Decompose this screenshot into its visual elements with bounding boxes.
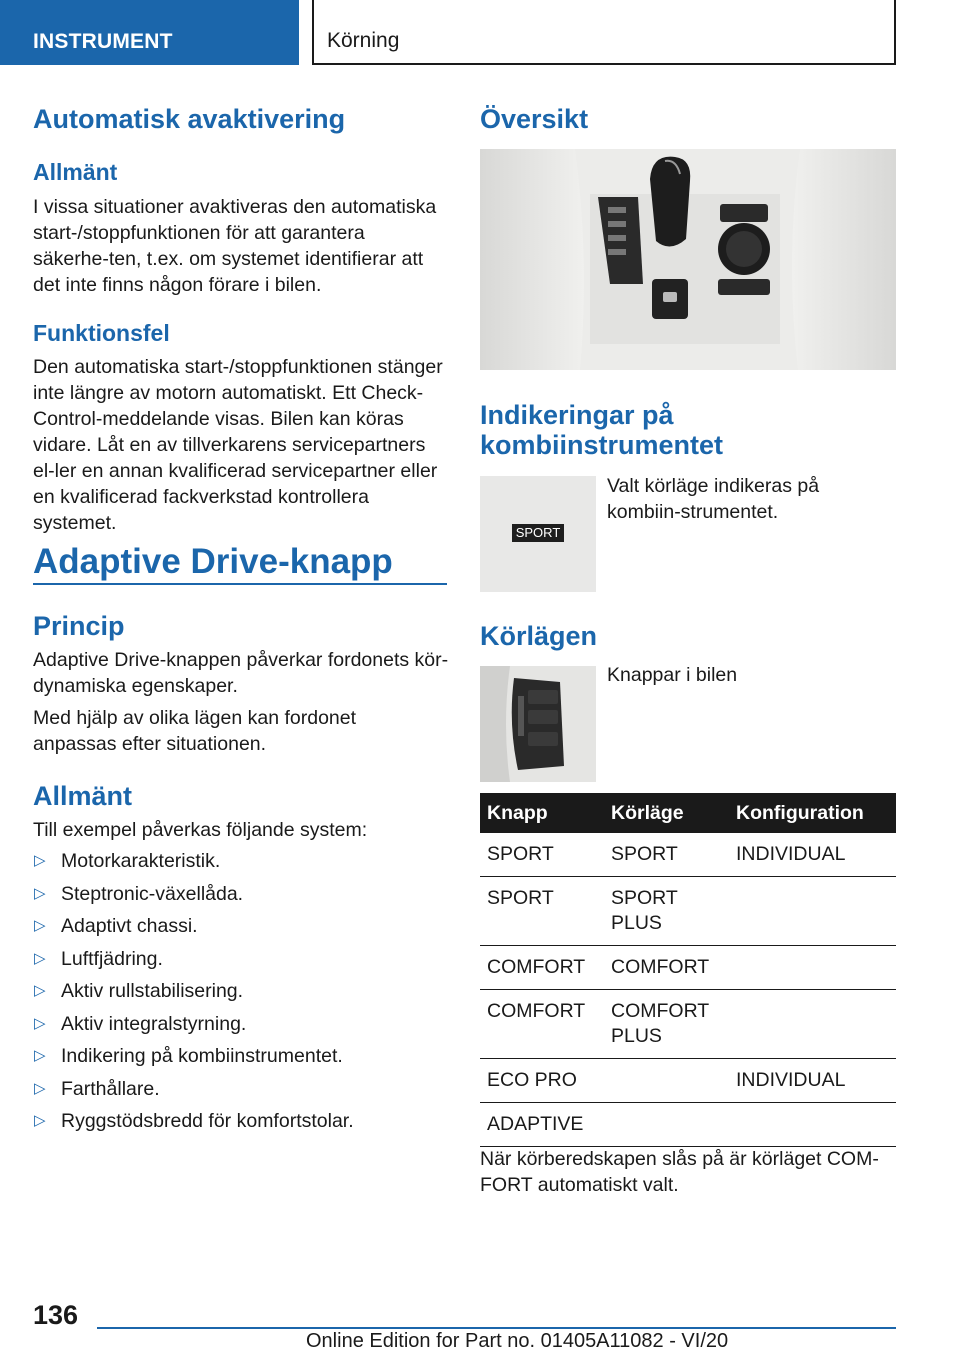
table-cell (729, 990, 896, 1059)
table-cell: COMFORT (480, 946, 604, 990)
table-row (480, 877, 896, 946)
table-cell: COMFORT (480, 990, 604, 1059)
triangle-right-outline-icon: ▷ (34, 1079, 46, 1097)
heading-funktionsfel: Funktionsfel (33, 320, 170, 346)
triangle-right-outline-icon: ▷ (34, 884, 46, 902)
heading-korlagen: Körlägen (480, 621, 598, 651)
sport-badge: SPORT (512, 524, 564, 542)
paragraph-princip-2: Med hjälp av olika lägen kan fordonet anpassas efter situationen. (33, 707, 357, 755)
column-header-konfiguration: Konfiguration (729, 793, 896, 833)
heading-automatisk-avaktivering: Automatisk avaktivering (33, 104, 346, 134)
table-cell: INDIVIDUAL (729, 833, 896, 877)
list-item: ▷ Ryggstödsbredd för komfortstolar. (34, 1110, 354, 1132)
list-item: ▷ Farthållare. (34, 1077, 160, 1100)
heading-oversikt: Översikt (480, 104, 589, 134)
triangle-right-outline-icon: ▷ (34, 852, 46, 869)
list-item: ▷ Luftfjädring. (34, 947, 163, 970)
edition-text: Online Edition for Part no. 01405A11082 - VI/20 (306, 1330, 729, 1352)
table-cell: SPORT PLUS (604, 877, 729, 946)
page-number: 136 (33, 1300, 79, 1330)
table-cell: COMFORT PLUS (604, 990, 729, 1059)
system-list (33, 850, 453, 1143)
column-header-knapp: Knapp (480, 793, 604, 833)
sport-indicator-image (480, 476, 596, 592)
list-item: ▷ Adaptivt chassi. (34, 915, 198, 937)
table-row (480, 1059, 896, 1103)
heading-allmant: Allmänt (33, 159, 118, 185)
table-cell: SPORT (480, 877, 604, 946)
table-row (480, 946, 896, 990)
heading-adaptive-drive-knapp: Adaptive Drive-knapp (33, 542, 393, 581)
paragraph-allmant: I vissa situationer avaktiveras den automatiska start-/stoppfunktionen för att garantera säkerhe-ten, t.ex. om systemet identifierar att det inte finns någon förare i bilen. (33, 196, 437, 296)
paragraph-knappar: Knappar i bilen (607, 664, 738, 686)
table-row (480, 990, 896, 1059)
list-item: ▷ Aktiv integralstyrning. (34, 1012, 247, 1035)
drive-buttons-image (480, 666, 596, 782)
driving-modes-table (480, 793, 896, 1147)
table-cell (729, 1103, 896, 1147)
table-cell (604, 1103, 729, 1147)
paragraph-indikeringar: Valt körläge indikeras på kombiin-strumentet. (607, 475, 820, 523)
list-item: ▷ Indikering på kombiinstrumentet. (34, 1045, 343, 1067)
table-header-row (480, 793, 896, 833)
table-cell: INDIVIDUAL (729, 1059, 896, 1103)
list-item: ▷ Motorkarakteristik. (34, 850, 221, 872)
table-cell: ADAPTIVE (480, 1103, 604, 1147)
heading-indikeringar-line1: Indikeringar på (480, 400, 674, 430)
triangle-right-outline-icon: ▷ (34, 1047, 46, 1064)
section-tab: INSTRUMENT (0, 0, 299, 65)
heading-allmant-2: Allmänt (33, 781, 133, 811)
table-cell: SPORT (480, 833, 604, 877)
triangle-right-outline-icon: ▷ (34, 1014, 46, 1032)
table-cell: SPORT (604, 833, 729, 877)
list-item: ▷ Aktiv rullstabilisering. (34, 980, 244, 1002)
center-console-image (480, 149, 896, 370)
table-cell (604, 1059, 729, 1103)
table-row (480, 1103, 896, 1147)
column-header-korlage: Körläge (604, 793, 729, 833)
heading-rule (33, 583, 447, 585)
table-cell (729, 877, 896, 946)
list-item: ▷ Steptronic-växellåda. (34, 882, 244, 905)
triangle-right-outline-icon: ▷ (34, 1112, 46, 1129)
footer-rule (97, 1327, 896, 1329)
table-cell: ECO PRO (480, 1059, 604, 1103)
heading-princip: Princip (33, 611, 125, 641)
paragraph-princip-1: Adaptive Drive-knappen påverkar fordonets kör-dynamiska egenskaper. (33, 649, 449, 697)
table-row (480, 833, 896, 877)
triangle-right-outline-icon: ▷ (34, 949, 46, 967)
table-cell: COMFORT (604, 946, 729, 990)
triangle-right-outline-icon: ▷ (34, 917, 46, 934)
table-cell (729, 946, 896, 990)
paragraph-closing: När körberedskapen slås på är körläget COM-FORT automatiskt valt. (480, 1148, 879, 1196)
triangle-right-outline-icon: ▷ (34, 982, 46, 999)
heading-indikeringar-line2: kombiinstrumentet (480, 430, 724, 460)
paragraph-allmant-2: Till exempel påverkas följande system: (33, 819, 368, 841)
chapter-box: Körning (312, 0, 896, 65)
paragraph-funktionsfel: Den automatiska start-/stoppfunktionen stänger inte längre av motorn automatiskt. Ett Check-Control-meddelande visas. Bilen kan köras vidare. Låt en av tillverkarens servicepartners el-ler en annan kvalificerad servicepartner eller en kvalificerad fackverkstad kontrollera systemet. (33, 356, 443, 534)
